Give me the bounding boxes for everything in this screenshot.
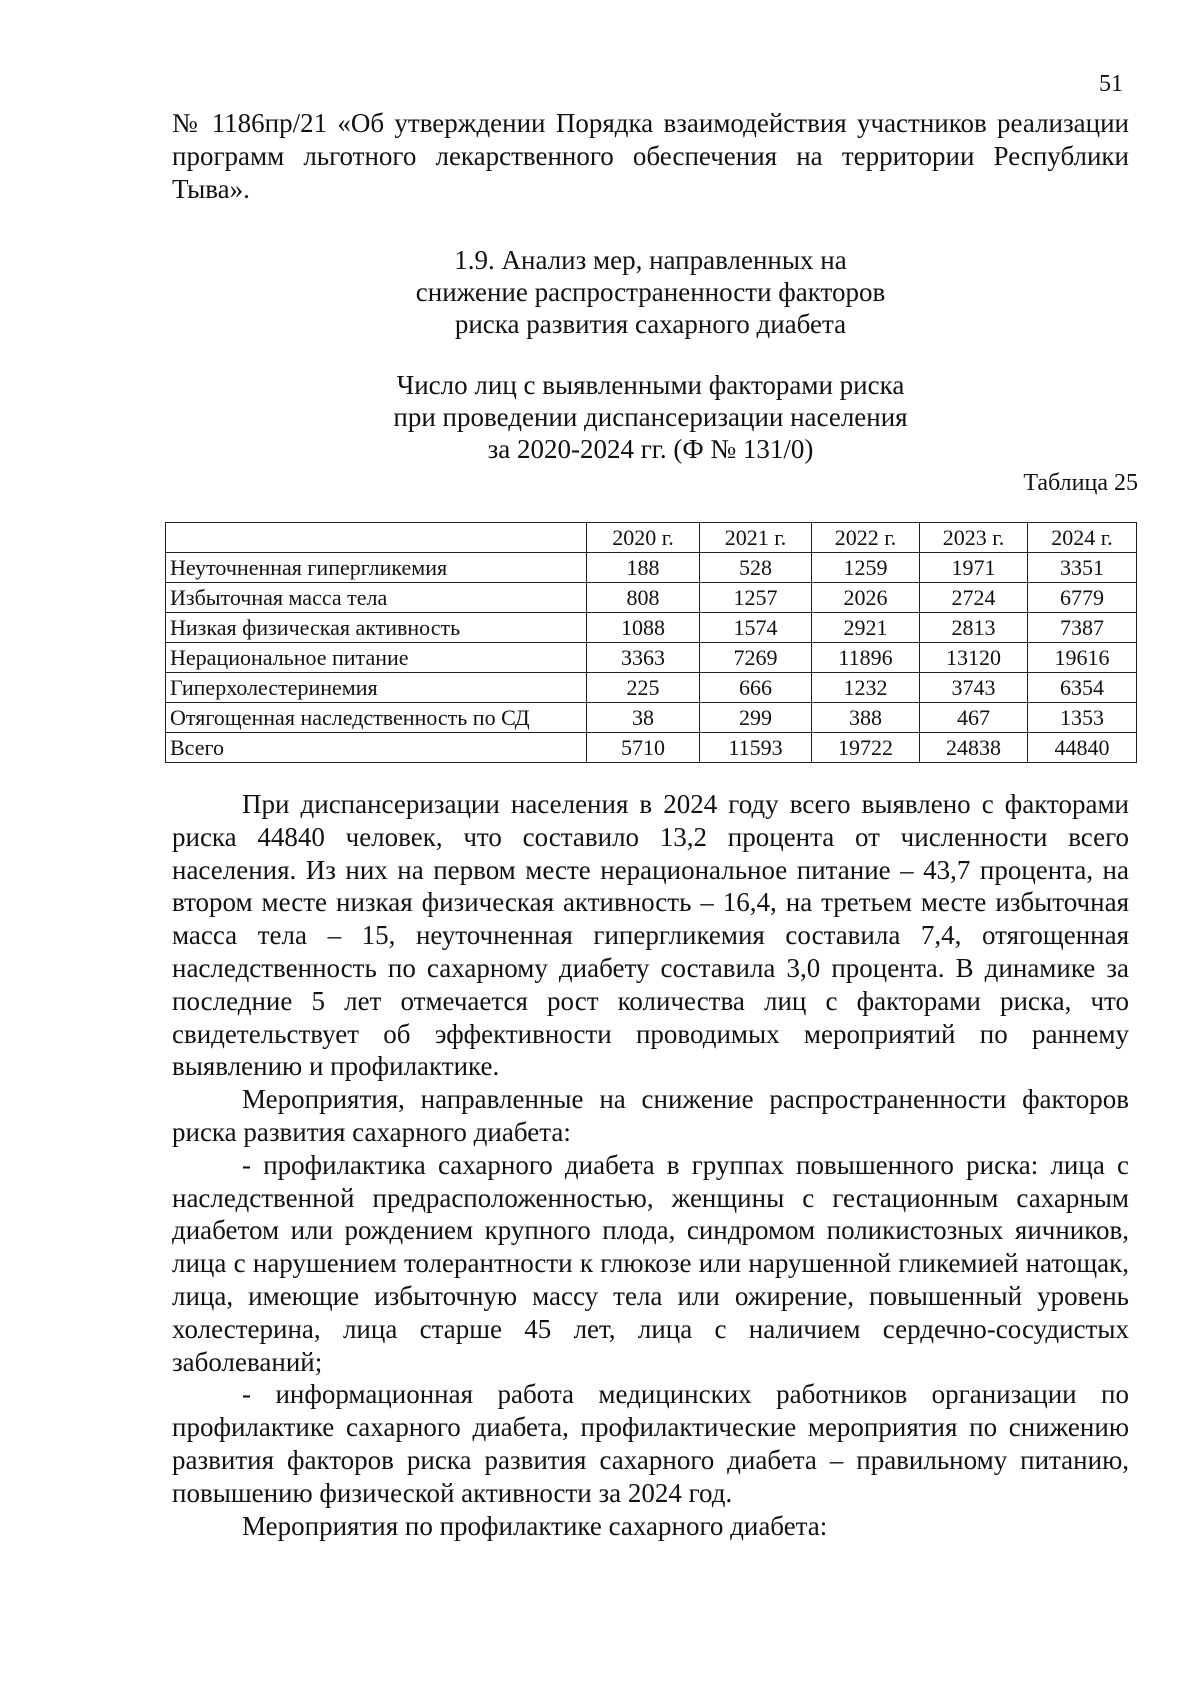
column-header: 2021 г. — [700, 523, 812, 553]
table-header-row — [166, 523, 1137, 553]
analysis-paragraph: При диспансеризации населения в 2024 году всего выявлено с факторами риска 44840 человек, что составило 13,2 процента от численности всего населения. Из них на первом месте нерациональное питание – 43,7 процента, на втором месте низкая физическая активность – 16,4, на третьем месте избыточная масса тела – 15, неуточненная гипергликемия составила 7,4, отягощенная наследственность по сахарному диабету составила 3,0 процента. В динамике за последние 5 лет отмечается рост количества лиц с факторами риска, что свидетельствует об эффективности проводимых мероприятий по раннему выявлению и профилактике. — [172, 789, 1129, 1082]
column-header: 2022 г. — [812, 523, 920, 553]
table-total-row — [166, 733, 1137, 763]
list-item-information-work: - информационная работа медицинских работников организации по профилактике сахарного диабета, профилактические мероприятия по снижению развития факторов риска развития сахарного диабета – правильному питанию, повышению физической активности за 2024 год. — [172, 1379, 1129, 1508]
table-cell: 11593 — [700, 733, 812, 763]
row-label: Низкая физическая активность — [166, 613, 587, 643]
table-cell: 1259 — [812, 553, 920, 583]
body-text — [172, 788, 1129, 1542]
table-row — [166, 613, 1137, 643]
section-heading-line: риска развития сахарного диабета — [454, 309, 847, 339]
table-cell: 2813 — [920, 613, 1028, 643]
table-cell: 7269 — [700, 643, 812, 673]
page-number: 51 — [1099, 71, 1123, 97]
list-item-prevention-groups: - профилактика сахарного диабета в группах повышенного риска: лица с наследственной предрасположенностью, женщины с гестационным сахарным диабетом или рождением крупного плода, синдромом поликистозных яичников, лица с нарушением толерантности к глюкозе или нарушенной гликемией натощак, лица, имеющие избыточную массу тела или ожирение, повышенный уровень холестерина, лица старше 45 лет, лица с наличием сердечно-сосудистых заболеваний; — [172, 1149, 1129, 1377]
table-cell: 666 — [700, 673, 812, 703]
row-label: Отягощенная наследственность по СД — [166, 703, 587, 733]
intro-paragraph: № 1186пр/21 «Об утверждении Порядка взаимодействия участников реализации программ льготного лекарственного обеспечения на территории Республики Тыва». — [172, 108, 1129, 204]
table-cell: 38 — [587, 703, 700, 733]
table-cell: 467 — [920, 703, 1028, 733]
row-label: Избыточная масса тела — [166, 583, 587, 613]
table-cell: 3351 — [1028, 553, 1137, 583]
table-cell: 19616 — [1028, 643, 1137, 673]
table-row — [166, 643, 1137, 673]
table-label: Таблица 25 — [1023, 470, 1138, 496]
table-row — [166, 553, 1137, 583]
table-cell: 299 — [700, 703, 812, 733]
table-cell: 188 — [587, 553, 700, 583]
prevention-measures-heading: Мероприятия по профилактике сахарного диабета: — [242, 1510, 828, 1541]
row-label: Неуточненная гипергликемия — [166, 553, 587, 583]
table-cell: 1257 — [700, 583, 812, 613]
table-cell: 808 — [587, 583, 700, 613]
table-cell: 1353 — [1028, 703, 1137, 733]
table-corner-header — [166, 523, 587, 553]
table-cell: 44840 — [1028, 733, 1137, 763]
table-cell: 3743 — [920, 673, 1028, 703]
table-cell: 7387 — [1028, 613, 1137, 643]
section-heading — [172, 244, 1129, 340]
table-row — [166, 703, 1137, 733]
table-row — [166, 583, 1137, 613]
row-label: Нерациональное питание — [166, 643, 587, 673]
table-cell: 13120 — [920, 643, 1028, 673]
table-cell: 528 — [700, 553, 812, 583]
row-label: Гиперхолестеринемия — [166, 673, 587, 703]
table-cell: 225 — [587, 673, 700, 703]
table-title-line: при проведении диспансеризации населения — [393, 402, 908, 432]
table-cell: 11896 — [812, 643, 920, 673]
table-cell: 2724 — [920, 583, 1028, 613]
measures-intro-paragraph: Мероприятия, направленные на снижение распространенности факторов риска развития сахарного диабета: — [172, 1084, 1129, 1147]
table-cell: 1971 — [920, 553, 1028, 583]
risk-factors-table — [165, 522, 1137, 763]
table-cell: 24838 — [920, 733, 1028, 763]
row-label: Всего — [166, 733, 587, 763]
table-cell: 1232 — [812, 673, 920, 703]
table-cell: 388 — [812, 703, 920, 733]
table-cell: 6779 — [1028, 583, 1137, 613]
table-row — [166, 673, 1137, 703]
table-title-line: за 2020-2024 гг. (Ф № 131/0) — [487, 434, 814, 464]
table-cell: 1088 — [587, 613, 700, 643]
table-cell: 2026 — [812, 583, 920, 613]
column-header: 2024 г. — [1028, 523, 1137, 553]
table-title — [172, 369, 1129, 465]
table-cell: 6354 — [1028, 673, 1137, 703]
table-cell: 2921 — [812, 613, 920, 643]
column-header: 2020 г. — [587, 523, 700, 553]
table-cell: 5710 — [587, 733, 700, 763]
column-header: 2023 г. — [920, 523, 1028, 553]
table-cell: 3363 — [587, 643, 700, 673]
section-heading-line: снижение распространенности факторов — [415, 277, 886, 307]
table-title-line: Число лиц с выявленными факторами риска — [396, 370, 905, 400]
section-heading-line: 1.9. Анализ мер, направленных на — [454, 245, 847, 275]
table-cell: 1574 — [700, 613, 812, 643]
table-cell: 19722 — [812, 733, 920, 763]
